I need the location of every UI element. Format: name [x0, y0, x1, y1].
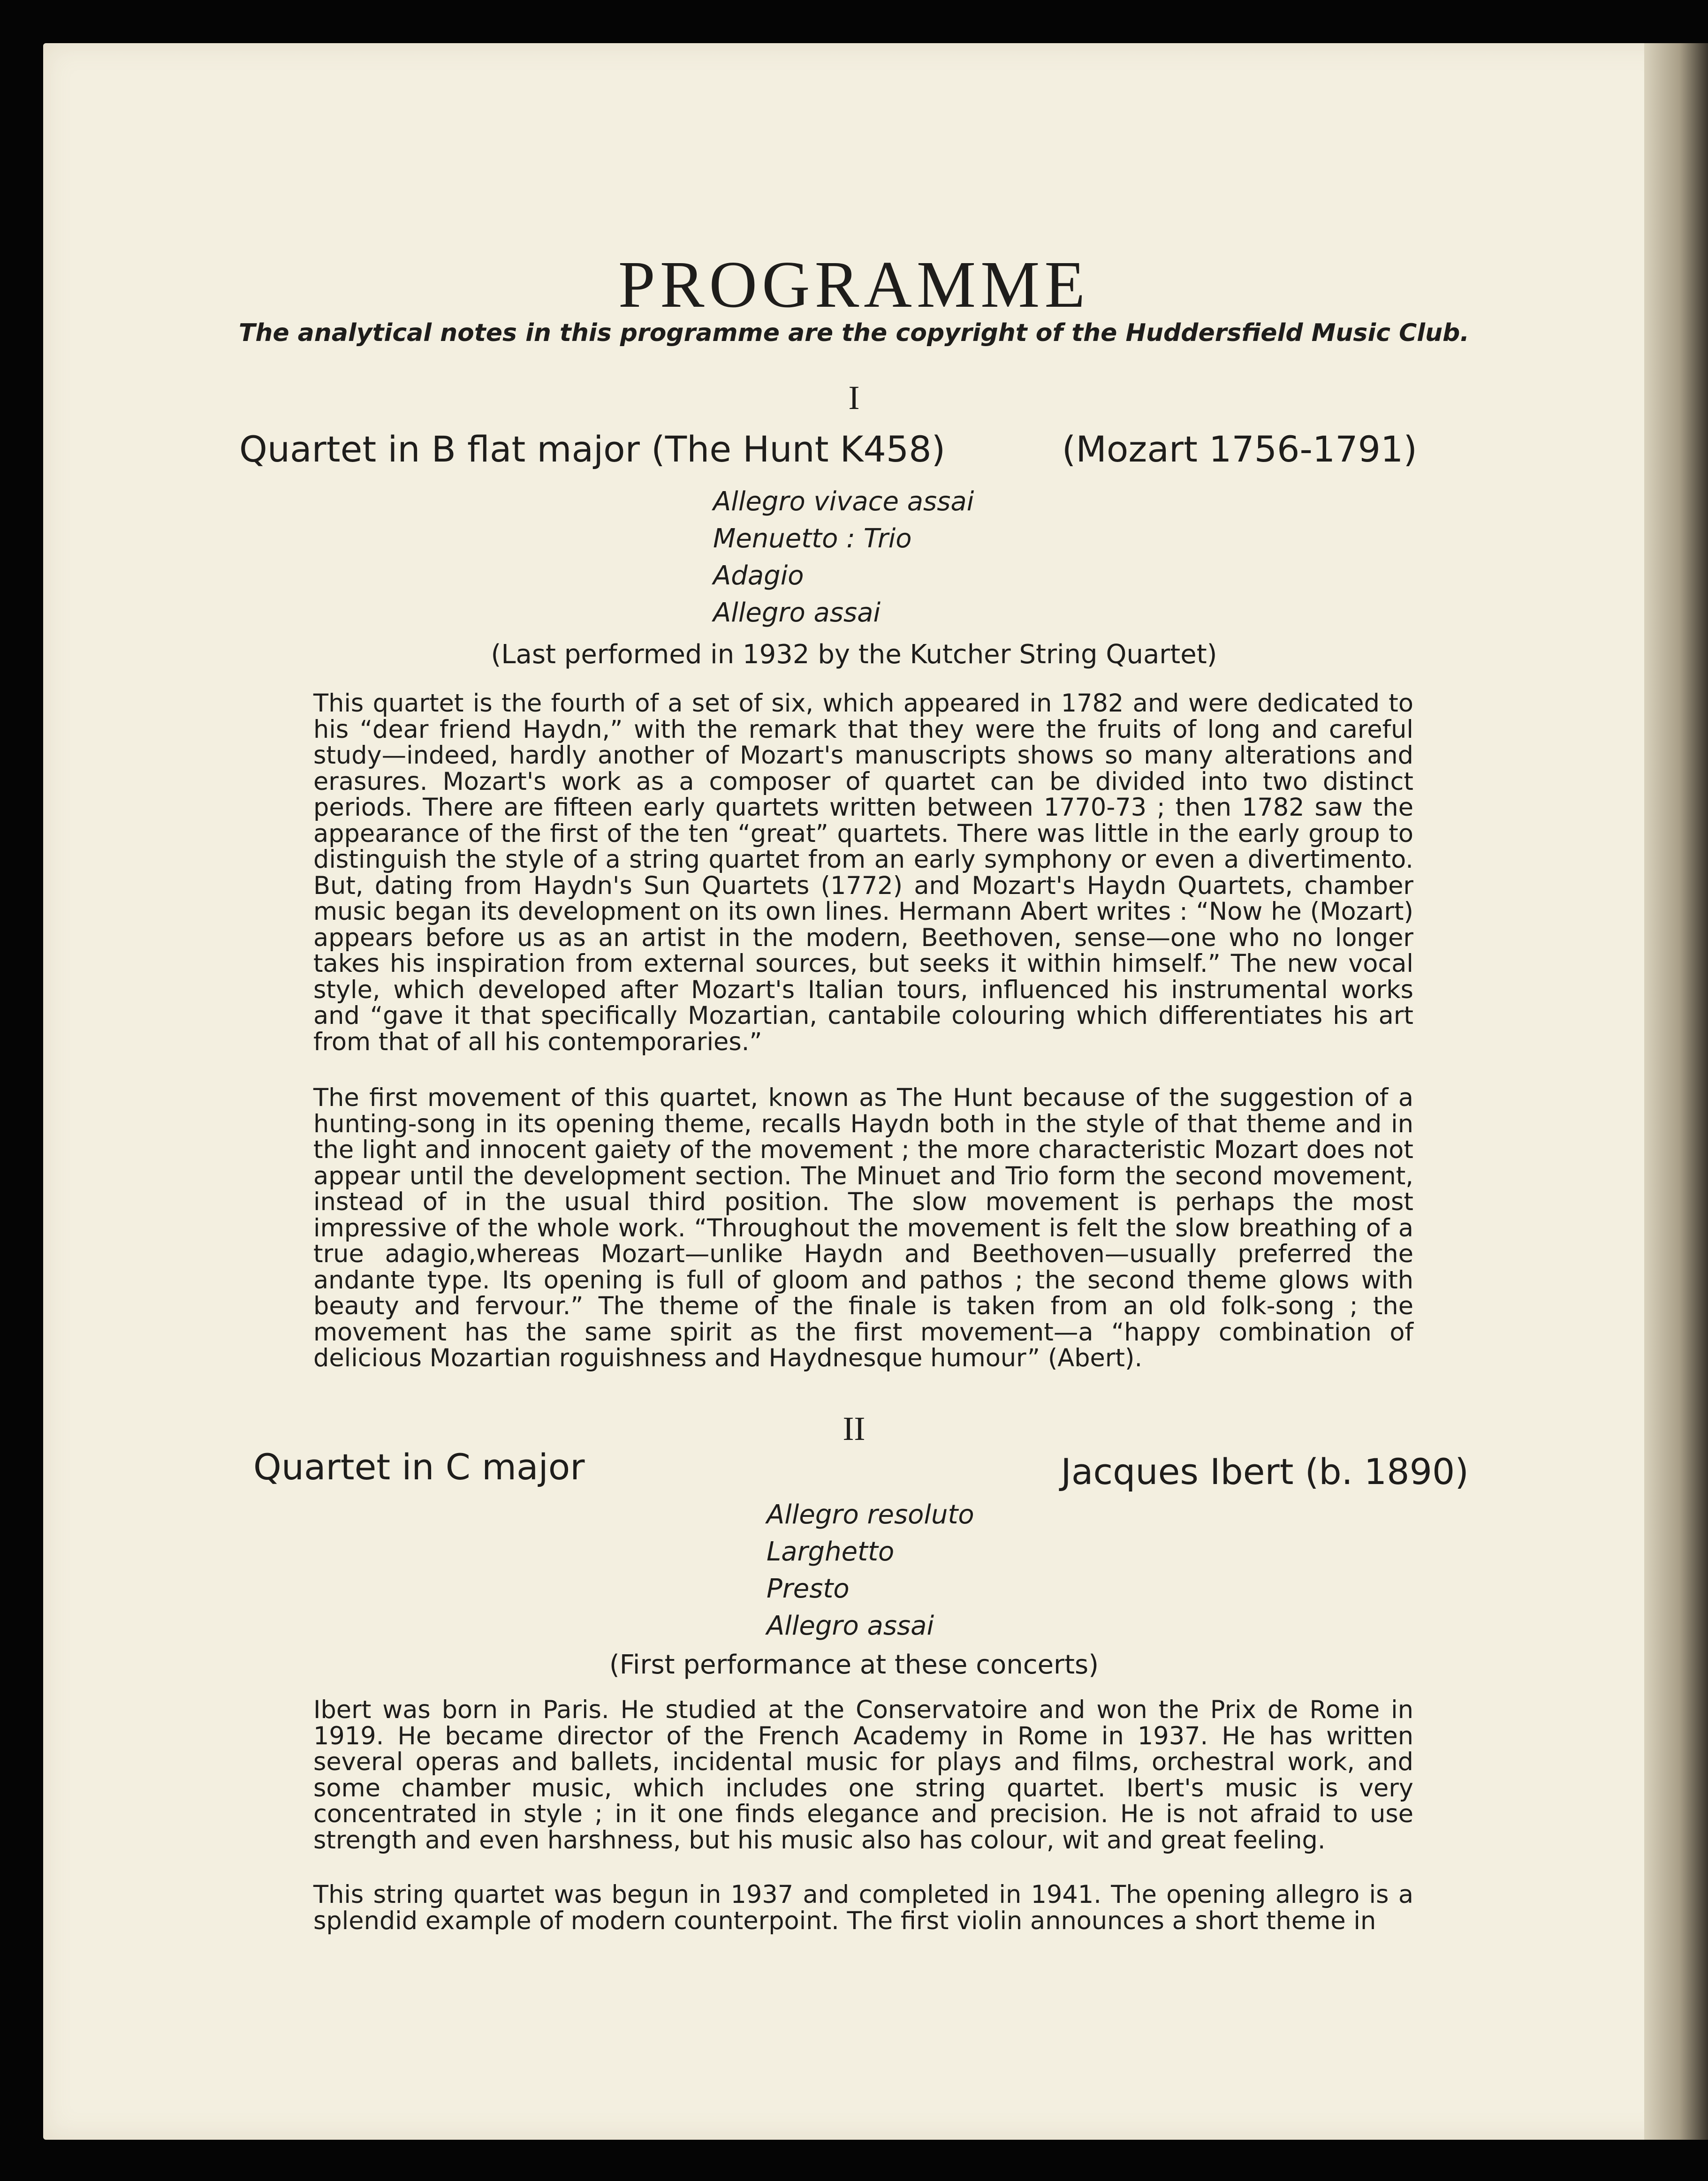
- movement-item: Menuetto : Trio: [713, 523, 912, 554]
- work-title-2: Quartet in C major: [253, 1446, 585, 1488]
- movement-list-1: [713, 483, 974, 631]
- movement-item: Larghetto: [767, 1537, 895, 1567]
- copyright-note: The analytical notes in this programme are the copyright of the Huddersfield Music Club.: [238, 319, 1470, 347]
- movement-item: Allegro assai: [713, 598, 881, 628]
- paragraph-1a: This quartet is the fourth of a set of six, which appeared in 1782 and were dedicated to his “dear friend Haydn,” with the remark that they were the fruits of long and careful study—indeed, hardly another of Mozart's manuscripts shows so many alterations and erasures. Mozart's work as a composer of quartet can be divided into two distinct periods. There are fifteen early quartets written between 1770-73 ; then 1782 saw the appearance of the first of the ten “great” quartets. There was little in the early group to distinguish the style of a string quartet from an early symphony or even a divertimento. But, dating from Haydn's Sun Quartets (1772) and Mozart's Haydn Quartets, chamber music began its development on its own lines. Hermann Abert writes : “Now he (Mozart) appears before us as an artist in the modern, Beethoven, sense—one who no longer takes his inspiration from external sources, but seeks it within himself.” The new vocal style, which developed after Mozart's Italian tours, influenced his instrumental works and “gave it that specifically Mozartian, cantabile colouring which differentiates his art from that of all his contemporaries.”: [313, 689, 1413, 1056]
- section-numeral-2: II: [843, 1410, 865, 1447]
- page-spine: [1644, 43, 1708, 2140]
- paragraph-2a: Ibert was born in Paris. He studied at the Conservatoire and won the Prix de Rome in 1919. He became director of the French Academy in Rome in 1937. He has written several operas and ballets, incidental music for plays and films, orchestral work, and some chamber music, which includes one string quartet. Ibert's music is very concentrated in style ; in it one finds elegance and precision. He is not afraid to use strength and even harshness, but his music also has colour, wit and great feeling.: [313, 1696, 1413, 1855]
- movement-item: Allegro vivace assai: [713, 486, 974, 517]
- page-title: PROGRAMME: [618, 247, 1090, 321]
- movement-item: Presto: [767, 1574, 850, 1604]
- work-title-1: Quartet in B flat major (The Hunt K458): [239, 428, 946, 470]
- movement-item: Allegro resoluto: [767, 1499, 974, 1530]
- movement-list-2: [767, 1496, 974, 1644]
- section-numeral-1: I: [848, 379, 860, 417]
- performance-note-1: (Last performed in 1932 by the Kutcher String Quartet): [491, 639, 1217, 670]
- paragraph-2b: This string quartet was begun in 1937 and completed in 1941. The opening allegro is a splendid example of modern counterpoint. The first violin announces a short theme in: [313, 1880, 1413, 1935]
- composer-1: (Mozart 1756-1791): [1062, 428, 1417, 470]
- composer-2: Jacques Ibert (b. 1890): [1061, 1451, 1469, 1492]
- movement-item: Adagio: [713, 560, 804, 591]
- performance-note-2: (First performance at these concerts): [609, 1650, 1099, 1680]
- movement-item: Allegro assai: [767, 1611, 934, 1641]
- paragraph-1b: The first movement of this quartet, known as The Hunt because of the suggestion of a hunting-song in its opening theme, recalls Haydn both in the style of that theme and in the light and innocent gaiety of the movement ; the more characteristic Mozart does not appear until the development section. The Minuet and Trio form the second movement, instead of in the usual third position. The slow movement is perhaps the most impressive of the whole work. “Throughout the movement is felt the slow breathing of a true adagio,whereas Mozart—unlike Haydn and Beethoven—usually preferred the andante type. Its opening is full of gloom and pathos ; the second theme glows with beauty and fervour.” The theme of the finale is taken from an old folk-song ; the movement has the same spirit as the first movement—a “happy combination of delicious Mozartian roguishness and Haydnesque humour” (Abert).: [313, 1083, 1413, 1372]
